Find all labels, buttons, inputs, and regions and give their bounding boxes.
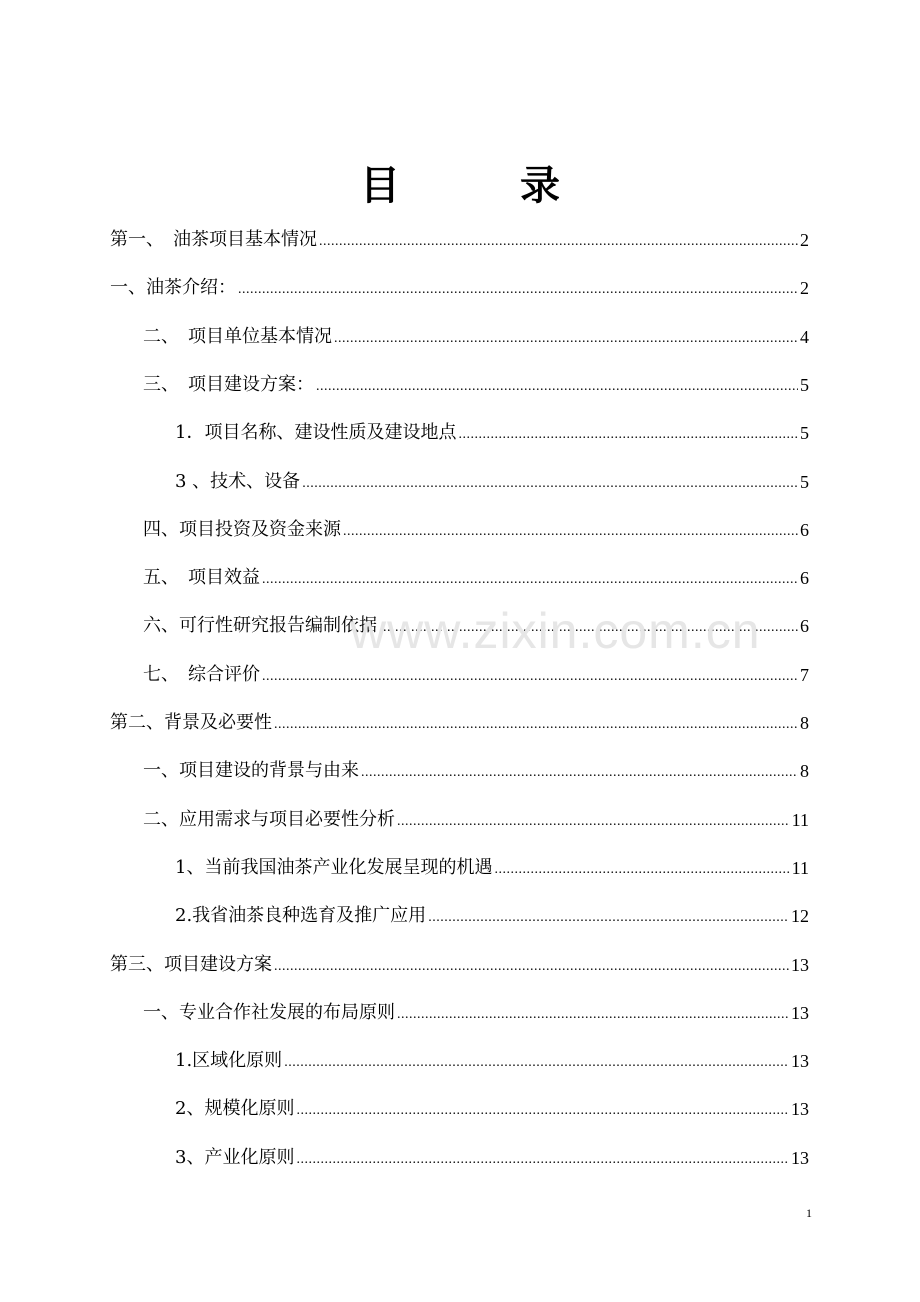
toc-entry-page: 2 bbox=[800, 278, 809, 299]
toc-entry-label: 七、 综合评价 bbox=[143, 663, 260, 685]
toc-entry-label: 三、 项目建设方案： bbox=[143, 373, 314, 395]
toc-entry-page: 2 bbox=[800, 230, 809, 250]
toc-entry-label: 一、专业合作社发展的布局原则 bbox=[143, 1001, 395, 1023]
toc-entry[interactable] bbox=[175, 1140, 809, 1170]
toc-entry[interactable] bbox=[143, 657, 809, 687]
toc-entry-label: 2.我省油茶良种选育及推广应用 bbox=[175, 905, 427, 927]
toc-entry[interactable] bbox=[143, 367, 809, 397]
toc-entry[interactable] bbox=[143, 802, 809, 832]
toc-entry-page: 6 bbox=[800, 519, 809, 540]
toc-dot-leader bbox=[397, 1005, 789, 1025]
toc-entry-page: 5 bbox=[800, 471, 809, 492]
toc-entry-page: 11 bbox=[791, 809, 809, 830]
page-number: 1 bbox=[806, 1206, 812, 1220]
toc-dot-leader bbox=[361, 763, 798, 783]
toc-dot-leader bbox=[458, 425, 798, 445]
toc-dot-leader bbox=[296, 1101, 789, 1121]
toc-entry-label: 二、 项目单位基本情况 bbox=[143, 325, 332, 347]
toc-entry[interactable] bbox=[143, 608, 809, 638]
toc-entry[interactable] bbox=[175, 850, 809, 880]
toc-dot-leader bbox=[274, 957, 789, 977]
toc-entry[interactable] bbox=[110, 705, 809, 735]
toc-entry-label: 五、 项目效益 bbox=[143, 567, 260, 589]
toc-dot-leader bbox=[334, 329, 798, 349]
toc-dot-leader bbox=[343, 522, 798, 542]
toc-entry-label: 1、当前我国油茶产业化发展呈现的机遇 bbox=[175, 856, 493, 878]
toc-dot-leader bbox=[262, 570, 798, 590]
toc-entry-label: 第一、 油茶项目基本情况 bbox=[110, 229, 317, 250]
toc-entry-page: 6 bbox=[800, 616, 809, 637]
toc-dot-leader bbox=[284, 1053, 789, 1073]
toc-dot-leader bbox=[428, 908, 789, 928]
toc-entry[interactable] bbox=[175, 1091, 809, 1121]
toc-entry-page: 5 bbox=[800, 423, 809, 444]
toc-entry-label: 3、产业化原则 bbox=[175, 1146, 295, 1168]
toc-entry-label: 六、可行性研究报告编制依据 bbox=[143, 615, 377, 637]
toc-dot-leader bbox=[302, 474, 798, 494]
toc-entry-label: 一、油茶介绍： bbox=[110, 277, 236, 299]
toc-entry[interactable] bbox=[175, 415, 809, 445]
toc-dot-leader bbox=[379, 618, 798, 638]
toc-entry-page: 13 bbox=[791, 1051, 809, 1072]
toc-entry[interactable] bbox=[143, 560, 809, 590]
toc-entry-page: 13 bbox=[791, 954, 809, 975]
toc-entry-label: 二、应用需求与项目必要性分析 bbox=[143, 808, 395, 830]
toc-entry[interactable] bbox=[110, 222, 809, 252]
toc-entry-page: 7 bbox=[800, 664, 809, 685]
toc-entry-label: 第二、背景及必要性 bbox=[110, 712, 272, 733]
toc-dot-leader bbox=[316, 377, 798, 397]
toc-entry-page: 12 bbox=[791, 906, 809, 927]
table-of-contents bbox=[0, 222, 920, 1182]
toc-entry-label: 一、项目建设的背景与由来 bbox=[143, 760, 359, 782]
toc-entry-page: 13 bbox=[791, 1099, 809, 1120]
toc-entry[interactable] bbox=[110, 947, 809, 977]
toc-entry-page: 8 bbox=[800, 713, 809, 733]
toc-entry[interactable] bbox=[175, 1043, 809, 1073]
toc-dot-leader bbox=[397, 812, 790, 832]
toc-entry[interactable] bbox=[175, 898, 809, 928]
watermark: www.zixin.com.cn bbox=[350, 603, 761, 659]
page-title: 目 录 bbox=[360, 162, 600, 209]
toc-entry-page: 8 bbox=[800, 761, 809, 782]
toc-entry-page: 4 bbox=[800, 326, 809, 347]
toc-entry-page: 6 bbox=[800, 568, 809, 589]
toc-entry-page: 13 bbox=[791, 1147, 809, 1168]
toc-entry-page: 13 bbox=[791, 1002, 809, 1023]
toc-dot-leader bbox=[494, 860, 789, 880]
toc-entry[interactable] bbox=[143, 753, 809, 783]
toc-entry[interactable] bbox=[143, 995, 809, 1025]
toc-dot-leader bbox=[238, 280, 798, 300]
toc-dot-leader bbox=[296, 1150, 789, 1170]
toc-dot-leader bbox=[262, 667, 798, 687]
toc-entry[interactable] bbox=[143, 319, 809, 349]
toc-entry[interactable] bbox=[110, 270, 809, 300]
toc-entry-page: 11 bbox=[791, 857, 809, 878]
toc-entry[interactable] bbox=[143, 512, 809, 542]
toc-dot-leader bbox=[319, 232, 798, 252]
toc-entry[interactable] bbox=[175, 464, 809, 494]
toc-entry-label: 3 、技术、设备 bbox=[175, 470, 301, 492]
toc-entry-label: 第三、项目建设方案 bbox=[110, 953, 272, 975]
toc-entry-label: 1．项目名称、建设性质及建设地点 bbox=[175, 422, 457, 444]
toc-entry-label: 四、项目投资及资金来源 bbox=[143, 518, 341, 540]
toc-dot-leader bbox=[274, 715, 798, 735]
toc-entry-label: 1.区域化原则 bbox=[175, 1050, 283, 1072]
toc-entry-page: 5 bbox=[800, 374, 809, 395]
toc-entry-label: 2、规模化原则 bbox=[175, 1098, 295, 1120]
